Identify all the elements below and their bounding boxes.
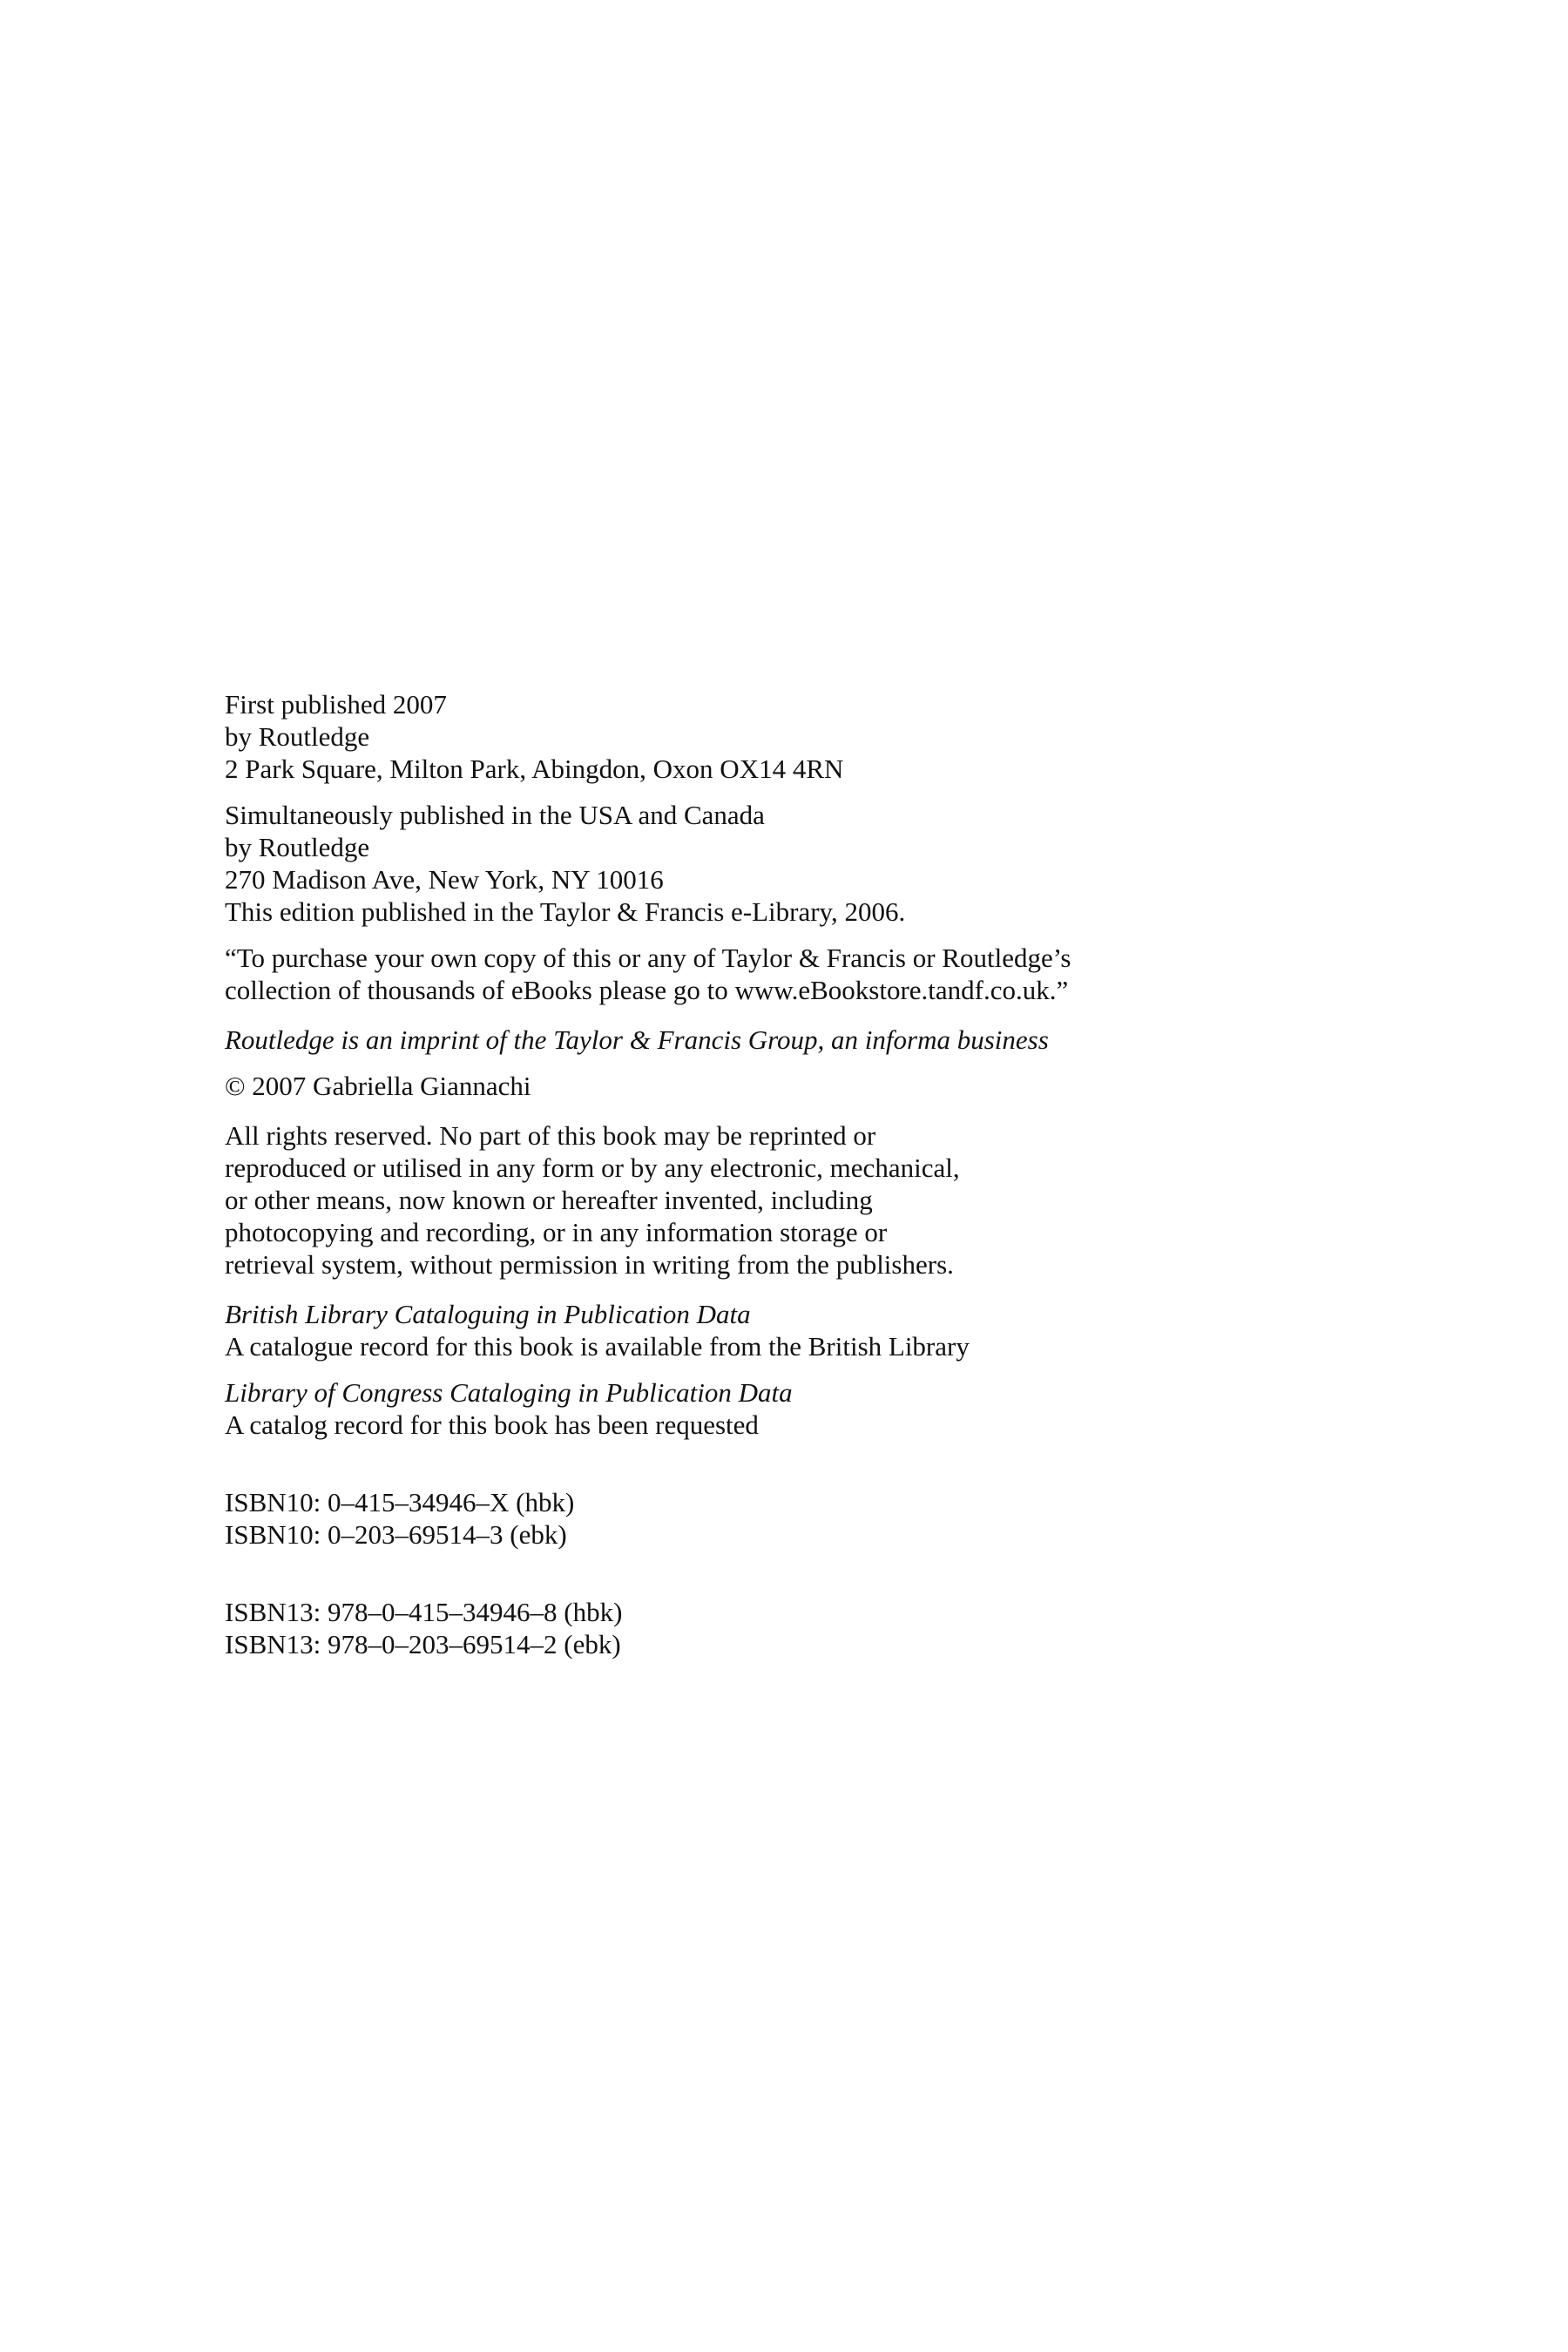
rights-line-3: or other means, now known or hereafter invented, including xyxy=(225,1185,873,1215)
purchase-note-block xyxy=(225,942,1270,1006)
rights-line-5: retrieval system, without permission in writing from the publishers. xyxy=(225,1249,954,1280)
library-of-congress-heading: Library of Congress Cataloging in Publication Data xyxy=(225,1377,793,1408)
british-library-heading: British Library Cataloguing in Publication Data xyxy=(225,1299,751,1329)
rights-line-4: photocopying and recording, or in any information storage or xyxy=(225,1217,888,1247)
library-of-congress-block xyxy=(225,1376,1270,1441)
us-publisher-line: by Routledge xyxy=(225,832,370,862)
isbn10-ebook: ISBN10: 0–203–69514–3 (ebk) xyxy=(225,1519,567,1550)
purchase-note-line-1: “To purchase your own copy of this or any of Taylor & Francis or Routledge’s xyxy=(225,943,1071,973)
isbn13-ebook: ISBN13: 978–0–203–69514–2 (ebk) xyxy=(225,1629,621,1659)
publisher-line: by Routledge xyxy=(225,721,370,752)
us-publication-block xyxy=(225,799,1270,896)
rights-line-2: reproduced or utilised in any form or by any electronic, mechanical, xyxy=(225,1152,960,1183)
copyright-line: © 2007 Gabriella Giannachi xyxy=(225,1071,531,1101)
imprint-text-block xyxy=(225,688,1270,1660)
copyright-block xyxy=(225,1070,1270,1102)
british-library-block xyxy=(225,1298,1270,1362)
isbn13-hardback: ISBN13: 978–0–415–34946–8 (hbk) xyxy=(225,1597,623,1627)
purchase-note-line-2: collection of thousands of eBooks please go to www.eBookstore.tandf.co.uk.” xyxy=(225,975,1069,1005)
imprint-note-line: Routledge is an imprint of the Taylor & Francis Group, an informa business xyxy=(225,1024,1049,1055)
library-of-congress-text: A catalog record for this book has been requested xyxy=(225,1409,759,1440)
simultaneous-publication-line: Simultaneously published in the USA and Canada xyxy=(225,800,765,830)
british-library-text: A catalogue record for this book is available from the British Library xyxy=(225,1331,970,1362)
isbn10-block xyxy=(225,1486,1270,1551)
rights-line-1: All rights reserved. No part of this book may be reprinted or xyxy=(225,1120,876,1151)
uk-address-line: 2 Park Square, Milton Park, Abingdon, Oxon OX14 4RN xyxy=(225,754,844,784)
first-published-line: First published 2007 xyxy=(225,689,447,720)
edition-line: This edition published in the Taylor & Francis e-Library, 2006. xyxy=(225,896,906,927)
first-publication-block xyxy=(225,688,1270,785)
edition-block xyxy=(225,896,1270,928)
isbn13-block xyxy=(225,1596,1270,1660)
imprint-note-block xyxy=(225,1024,1270,1056)
us-address-line: 270 Madison Ave, New York, NY 10016 xyxy=(225,864,664,895)
rights-block xyxy=(225,1119,1270,1281)
isbn10-hardback: ISBN10: 0–415–34946–X (hbk) xyxy=(225,1487,575,1517)
